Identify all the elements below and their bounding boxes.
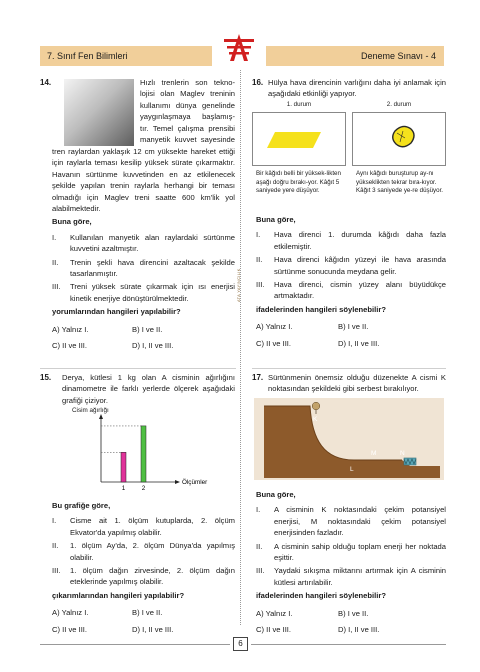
question-15-item-2: II. 1. ölçüm Ay'da, 2. ölçüm Dünya'da yapılmış olabilir. [52, 541, 235, 562]
question-17-number: 17. [252, 373, 264, 382]
option-c[interactable]: C) II ve III. [52, 341, 88, 351]
question-16-text: Hülya hava direncinin varlığını daha iyi anlamak için aşağıdaki etkinliği yapıyor. [268, 78, 446, 99]
question-16-number: 16. [252, 78, 264, 87]
option-a[interactable]: A) Yalnız I. [52, 608, 89, 618]
graph-bar-2 [141, 426, 146, 482]
question-17-question: ifadelerinden hangileri söylenebilir? [256, 591, 386, 601]
question-16-options [256, 321, 420, 349]
question-16-question: ifadelerinden hangileri söylenebilir? [256, 304, 386, 314]
question-17-item-1: I. A cisminin K noktasındaki çekim potansiyel enerjisi, M noktasındaki çekim potansiyel enerjisinden fazladır. [256, 505, 446, 538]
graph-y-label: Cisim ağırlığı [72, 407, 109, 414]
figure-16-title-2: 2. durum [386, 101, 412, 108]
weight-bar-graph [68, 404, 218, 496]
question-17-item-3: III. Yaydaki sıkışma miktarını artırmak için A cisminin kütlesi artırılabilir. [256, 566, 446, 587]
footer-line-left [40, 644, 230, 645]
question-separator [40, 368, 236, 369]
question-14-question: yorumlarından hangileri yapılabilir? [52, 307, 181, 317]
question-15-item-1: I. Cisme ait 1. ölçüm kutuplarda, 2. ölçüm Ekvator'da yapılmış olabilir. [52, 516, 235, 537]
figure-16-title-1: 1. durum [286, 101, 312, 108]
question-15-item-3: III. 1. ölçüm dağın zirvesinde, 2. ölçüm dağın eteklerinde yapılmış olabilir. [52, 566, 235, 587]
option-d[interactable]: D) I, II ve III. [132, 624, 174, 634]
question-14-item-2: II. Trenin şekli hava direncini azaltacak şekilde tasarlanmıştır. [52, 257, 235, 279]
exam-title: Deneme Sınavı - 4 [266, 46, 444, 66]
question-15-prompt: Bu grafiğe göre, [52, 501, 111, 510]
option-b[interactable]: B) I ve II. [132, 608, 163, 618]
publisher-side-text: ATA YAYINCILIK [236, 268, 241, 302]
graph-x-tick-2: 2 [141, 485, 146, 492]
question-separator [252, 368, 446, 369]
question-17-item-2: II. A cisminin sahip olduğu toplam enerji her noktada eşittir. [256, 541, 446, 563]
graph-x-label: Ölçümler [182, 479, 208, 486]
maglev-train-image [64, 79, 134, 146]
footer-line-right [251, 644, 446, 645]
column-divider [240, 70, 241, 625]
question-15-options [52, 607, 212, 635]
option-d[interactable]: D) I, II ve III. [338, 625, 380, 635]
question-15-number: 15. [40, 373, 52, 382]
question-14-item-3: III. Treni yüksek sürate çıkarmak için ısı enerjisi kinetik enerjiye dönüştürülmektedir. [52, 282, 235, 303]
question-15-question: çıkarımlarından hangileri yapılabilir? [52, 590, 185, 600]
question-14-intro: Hızlı trenlerin son tekno- lojisi olan Maglev treninin kullanımı dünya genelinde yaygınlaşmaya başlamış- tır. Temel çalışma prensibi manyetik kuvvet sayesinde [140, 78, 235, 145]
question-14-number: 14. [40, 78, 52, 87]
option-c[interactable]: C) II ve III. [256, 338, 292, 348]
subject-title: 7. Sınıf Fen Bilimleri [40, 46, 212, 66]
question-16-item-1: I. Hava direnci 1. durumda kâğıdı daha fazla etkilemiştir. [256, 230, 446, 251]
question-17-prompt: Buna göre, [256, 490, 296, 499]
ata-logo [221, 33, 257, 63]
question-16-prompt: Buna göre, [256, 215, 296, 224]
question-14-text: tren raylardan yaklaşık 12 cm yüksekte hareket ettiği için raylarla teması kesilip yüksek sürate çıkarmaktır. Havanın sürtünme kuvvetinden en az etkilenecek şekilde yapılan trenin raylarla herhangi bir teması olmadığı için Maglev treni saatte 600 km'lik yol alabilmektedir. [52, 147, 235, 214]
label-m: M [371, 450, 377, 457]
option-c[interactable]: C) II ve III. [256, 625, 292, 635]
option-b[interactable]: B) I ve II. [132, 324, 163, 334]
graph-bar-1 [121, 452, 126, 482]
state-2-box [352, 112, 446, 166]
track-spring-figure [254, 398, 444, 480]
question-17-text: Sürtünmenin önemsiz olduğu düzenekte A cismi K noktasından şekildeki gibi serbest bırakılıyor. [268, 373, 446, 394]
option-a[interactable]: A) Yalnız I. [256, 322, 293, 332]
flat-paper-icon [253, 113, 345, 165]
question-17-options [256, 608, 420, 636]
option-a[interactable]: A) Yalnız I. [256, 608, 293, 618]
paper-drop-figure [252, 112, 446, 166]
label-l: L [350, 466, 354, 473]
label-k: K [313, 416, 318, 423]
option-c[interactable]: C) II ve III. [52, 624, 88, 634]
figure-16-caption-1: Bir kâğıdı belli bir yüksek-likten aşağı doğru bırakı-yor. Kâğıt 5 saniyede yere düşüyor. [256, 170, 341, 195]
option-a[interactable]: A) Yalnız I. [52, 324, 89, 334]
question-16-item-2: II. Hava direnci kâğıdın yüzeyi ile hava arasında sürtünme sonucunda meydana gelir. [256, 255, 446, 276]
figure-16-caption-2: Aynı kâğıdı buruşturup ay-nı yükseklikten tekrar bıra-kıyor. Kâğıt 3 saniyede ye-re düşüyor. [356, 170, 444, 195]
question-15-text: Derya, kütlesi 1 kg olan A cisminin ağırlığını dinamometre ile farklı yerlerde ölçerek aşağıdaki grafiği çiziyor. [62, 373, 235, 405]
option-d[interactable]: D) I, II ve III. [132, 341, 174, 351]
question-14-prompt: Buna göre, [52, 217, 92, 227]
question-14-options [52, 324, 212, 352]
label-n: N [400, 450, 405, 457]
state-1-box [252, 112, 346, 166]
page-number: 6 [233, 637, 248, 651]
graph-x-tick-1: 1 [121, 485, 126, 492]
question-16-item-3: III. Hava direnci, cismin yüzey alanı büyüdükçe artmaktadır. [256, 280, 446, 301]
question-14-item-1: I. Kullanılan manyetik alan raylardaki sürtünme kuvvetini azaltmıştır. [52, 232, 235, 254]
option-b[interactable]: B) I ve II. [338, 322, 369, 332]
option-b[interactable]: B) I ve II. [338, 608, 369, 618]
option-d[interactable]: D) I, II ve III. [338, 338, 380, 348]
crumpled-paper-icon [353, 113, 445, 165]
